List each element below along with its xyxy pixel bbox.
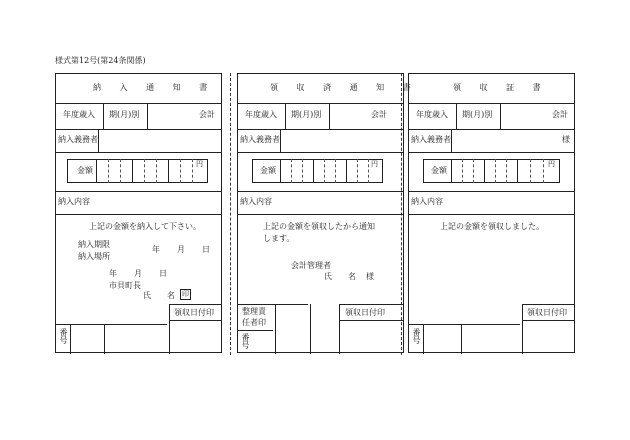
cut-line xyxy=(401,73,402,355)
number-label: 番号 xyxy=(59,328,68,344)
period-label: 期(月)別 xyxy=(462,110,493,119)
number-label: 番号 xyxy=(412,328,421,344)
responsible-line2: 任者印 xyxy=(242,318,266,327)
fiscal-year-label: 年度歳入 xyxy=(245,110,277,119)
payment-notice-form xyxy=(55,73,222,353)
deadline-year: 年 xyxy=(152,245,160,254)
deadline-month: 月 xyxy=(177,245,185,254)
currency-label: 円 xyxy=(371,160,378,168)
message-line1: 上記の金額を領収したから通知 xyxy=(263,222,375,231)
fiscal-year-label: 年度歳入 xyxy=(416,110,448,119)
amount-label: 金額 xyxy=(431,166,447,175)
payer-label: 納入義務者 xyxy=(240,135,280,144)
receipt-stamp-label: 領収日付印 xyxy=(527,308,567,317)
currency-label: 円 xyxy=(196,160,203,168)
currency-label: 円 xyxy=(548,160,555,168)
fiscal-year-label: 年度歳入 xyxy=(63,110,95,119)
sama-label: 様 xyxy=(366,272,374,281)
deadline-label: 納入期限 xyxy=(78,240,110,249)
details-label: 納入内容 xyxy=(58,197,90,206)
message-line2: します。 xyxy=(263,234,295,243)
issue-year: 年 xyxy=(109,269,117,278)
manager-label: 会計管理者 xyxy=(291,261,331,270)
payer-label: 納入義務者 xyxy=(58,135,98,144)
name-shi: 氏 xyxy=(324,272,332,281)
account-label: 会計 xyxy=(371,110,387,119)
form-number-heading: 様式第12号(第24条関係) xyxy=(55,56,146,65)
form-title: 領 収 証 書 xyxy=(453,83,549,92)
cut-line xyxy=(230,73,231,355)
details-label: 納入内容 xyxy=(240,197,272,206)
receipt-stamp-label: 領収日付印 xyxy=(345,308,385,317)
place-label: 納入場所 xyxy=(78,252,110,261)
period-label: 期(月)別 xyxy=(109,110,140,119)
form-title: 納 入 通 知 書 xyxy=(93,83,216,92)
mayor-label: 市貝町長 xyxy=(109,281,141,290)
issue-month: 月 xyxy=(134,269,142,278)
seal-label: 印 xyxy=(182,290,189,298)
issue-day: 日 xyxy=(159,269,167,278)
receipt-notice-form xyxy=(237,73,419,353)
account-label: 会計 xyxy=(199,110,215,119)
amount-label: 金額 xyxy=(77,166,93,175)
sama-label: 様 xyxy=(562,135,570,144)
number-label: 番号 xyxy=(241,333,250,349)
name-shi: 氏 xyxy=(143,291,151,300)
payer-label: 納入義務者 xyxy=(411,135,451,144)
receipt-stamp-label: 領収日付印 xyxy=(174,308,214,317)
message-text: 上記の金額を領収しました。 xyxy=(440,222,544,231)
receipt-certificate-form xyxy=(408,73,575,353)
name-mei: 名 xyxy=(348,272,356,281)
message-text: 上記の金額を納入して下さい。 xyxy=(89,222,201,231)
period-label: 期(月)別 xyxy=(291,110,322,119)
account-label: 会計 xyxy=(552,110,568,119)
name-mei: 名 xyxy=(167,291,175,300)
amount-label: 金額 xyxy=(260,166,276,175)
responsible-line1: 整理責 xyxy=(242,307,266,316)
form-title: 領 収 済 通 知 書 xyxy=(270,83,419,92)
deadline-day: 日 xyxy=(202,245,210,254)
details-label: 納入内容 xyxy=(411,197,443,206)
